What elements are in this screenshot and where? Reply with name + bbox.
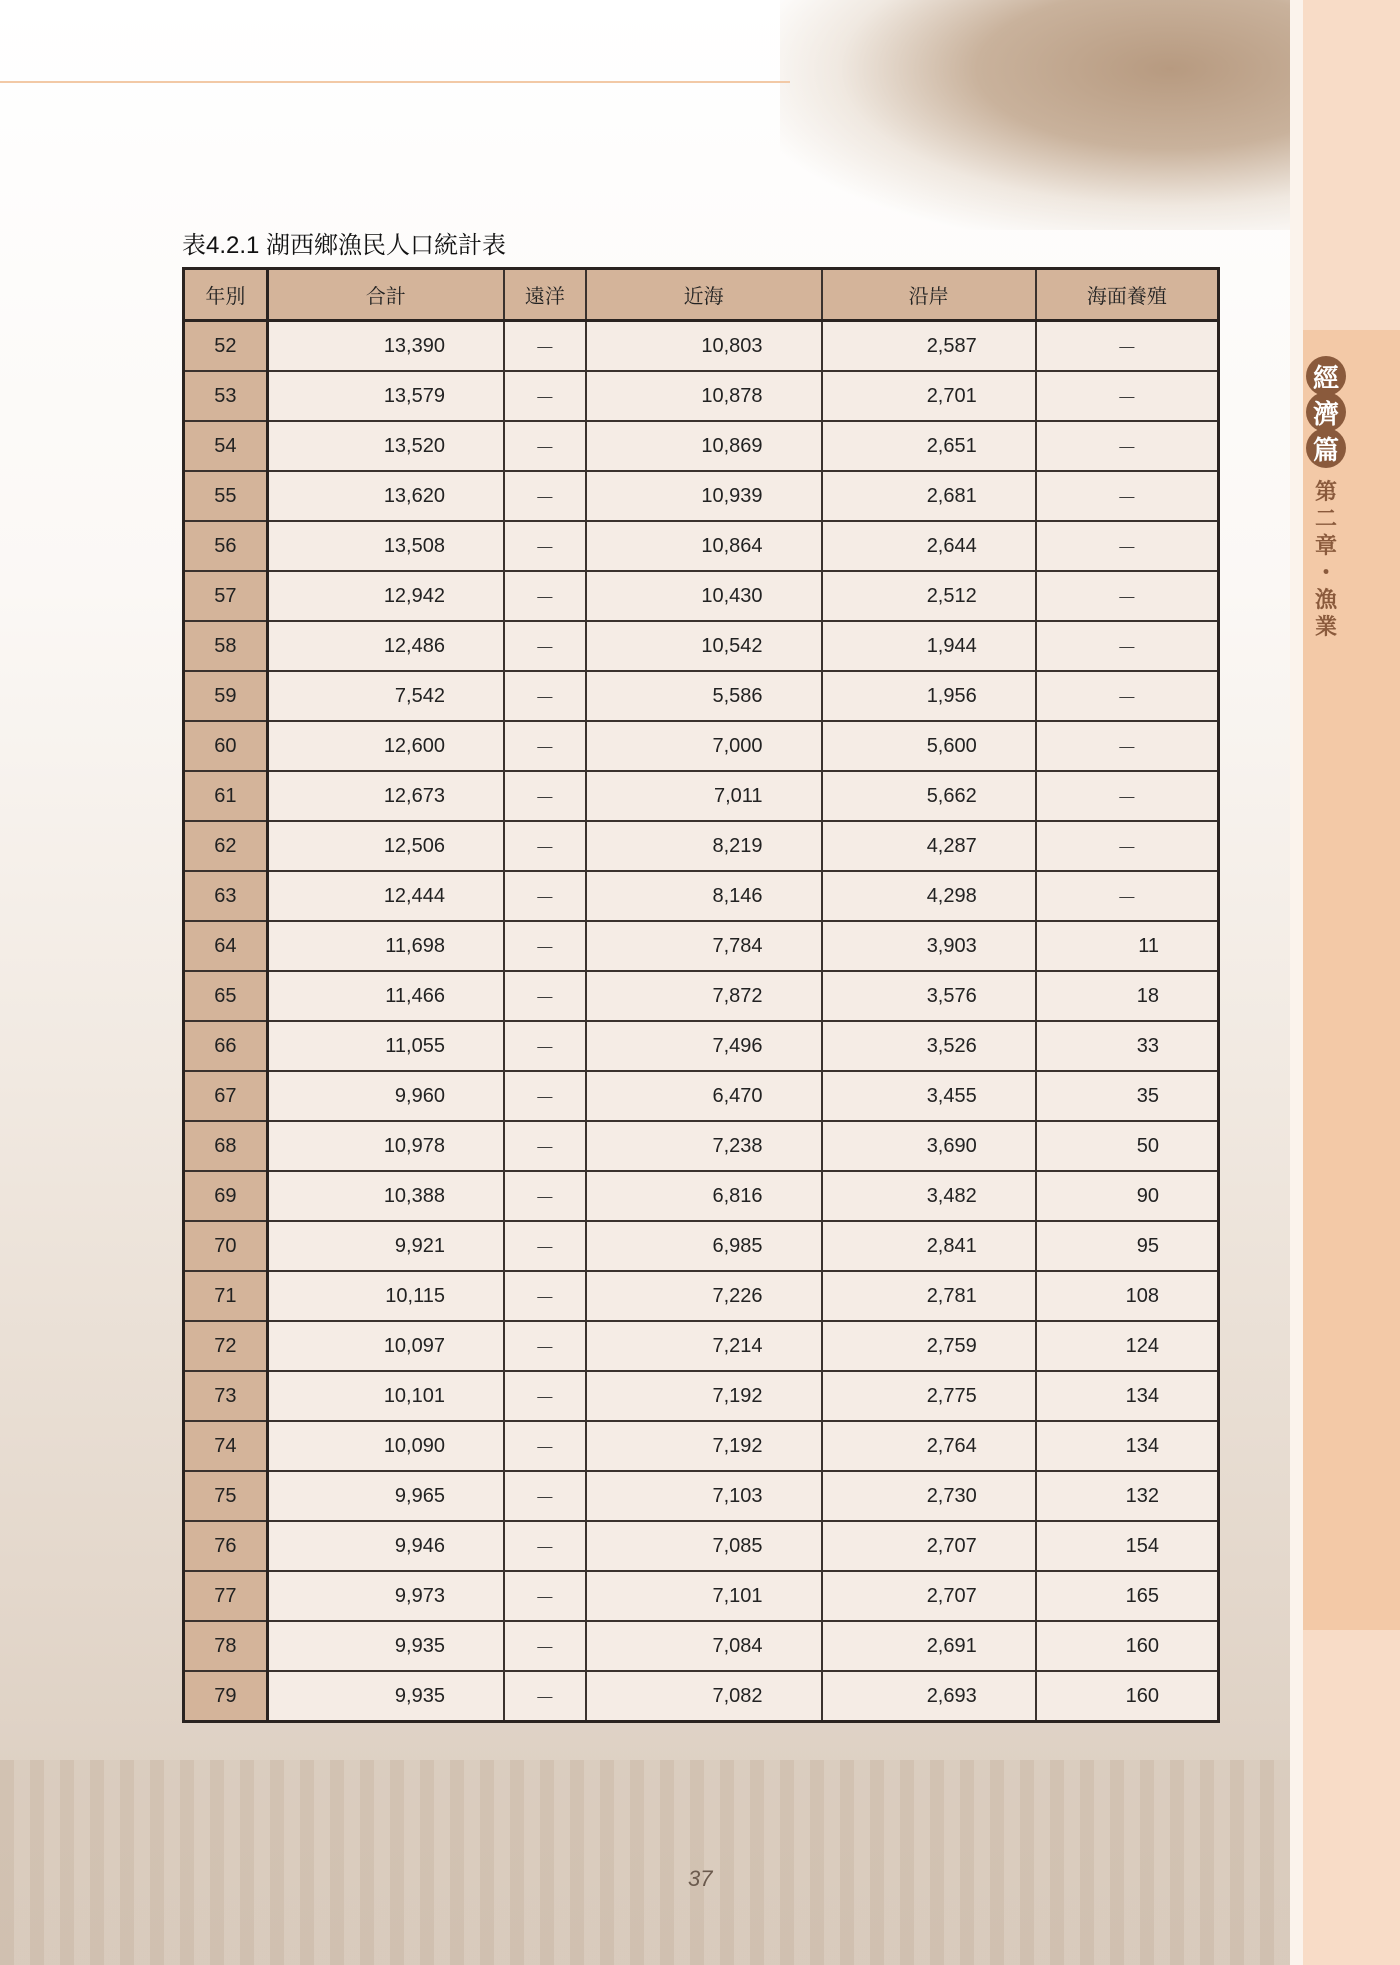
value-cell: － <box>1036 871 1219 921</box>
value-cell: 2,512 <box>822 571 1036 621</box>
value-cell: － <box>504 1021 586 1071</box>
value-cell: 5,600 <box>822 721 1036 771</box>
value-cell: 6,985 <box>586 1221 822 1271</box>
value-cell: 2,644 <box>822 521 1036 571</box>
value-cell: 2,707 <box>822 1521 1036 1571</box>
value-cell: 154 <box>1036 1521 1219 1571</box>
year-cell: 67 <box>184 1071 268 1121</box>
value-cell: 2,651 <box>822 421 1036 471</box>
value-cell: － <box>504 1371 586 1421</box>
value-cell: 7,872 <box>586 971 822 1021</box>
table-row <box>184 371 1219 421</box>
value-cell: 10,803 <box>586 321 822 372</box>
table-row <box>184 1421 1219 1471</box>
value-cell: － <box>504 1271 586 1321</box>
value-cell: － <box>504 1071 586 1121</box>
value-cell: － <box>504 1321 586 1371</box>
year-cell: 53 <box>184 371 268 421</box>
table-row <box>184 871 1219 921</box>
value-cell: 3,526 <box>822 1021 1036 1071</box>
value-cell: 10,101 <box>267 1371 504 1421</box>
value-cell: － <box>504 1171 586 1221</box>
value-cell: － <box>504 1621 586 1671</box>
value-cell: 2,759 <box>822 1321 1036 1371</box>
table-row <box>184 571 1219 621</box>
value-cell: － <box>1036 521 1219 571</box>
year-cell: 75 <box>184 1471 268 1521</box>
column-header: 合計 <box>267 269 504 321</box>
year-cell: 64 <box>184 921 268 971</box>
value-cell: 2,707 <box>822 1571 1036 1621</box>
value-cell: 2,587 <box>822 321 1036 372</box>
value-cell: 10,939 <box>586 471 822 521</box>
value-cell: 12,600 <box>267 721 504 771</box>
value-cell: 50 <box>1036 1121 1219 1171</box>
value-cell: 9,946 <box>267 1521 504 1571</box>
table-row <box>184 1221 1219 1271</box>
page-number: 37 <box>688 1866 713 1891</box>
value-cell: 2,730 <box>822 1471 1036 1521</box>
value-cell: － <box>1036 721 1219 771</box>
value-cell: 12,506 <box>267 821 504 871</box>
value-cell: 7,103 <box>586 1471 822 1521</box>
value-cell: － <box>504 521 586 571</box>
chapter-char: 章 <box>1314 533 1337 558</box>
value-cell: 5,586 <box>586 671 822 721</box>
chapter-char: 漁 <box>1314 587 1337 612</box>
value-cell: － <box>504 921 586 971</box>
value-cell: 11,698 <box>267 921 504 971</box>
value-cell: 13,520 <box>267 421 504 471</box>
table-row <box>184 1071 1219 1121</box>
table-row <box>184 921 1219 971</box>
value-cell: － <box>1036 671 1219 721</box>
value-cell: 9,935 <box>267 1671 504 1722</box>
year-cell: 63 <box>184 871 268 921</box>
value-cell: 3,455 <box>822 1071 1036 1121</box>
year-cell: 73 <box>184 1371 268 1421</box>
value-cell: 13,390 <box>267 321 504 372</box>
year-cell: 62 <box>184 821 268 871</box>
year-cell: 60 <box>184 721 268 771</box>
year-cell: 54 <box>184 421 268 471</box>
value-cell: 10,097 <box>267 1321 504 1371</box>
value-cell: 1,956 <box>822 671 1036 721</box>
value-cell: 160 <box>1036 1671 1219 1722</box>
value-cell: 134 <box>1036 1421 1219 1471</box>
value-cell: 13,620 <box>267 471 504 521</box>
column-header: 年別 <box>184 269 268 321</box>
header-rule <box>0 81 790 83</box>
chapter-label <box>1306 356 1346 640</box>
value-cell: － <box>1036 571 1219 621</box>
year-cell: 69 <box>184 1171 268 1221</box>
value-cell: 7,101 <box>586 1571 822 1621</box>
sidebar-gap <box>1290 0 1303 1965</box>
value-cell: 7,784 <box>586 921 822 971</box>
year-cell: 71 <box>184 1271 268 1321</box>
year-cell: 72 <box>184 1321 268 1371</box>
chapter-char: 二 <box>1314 506 1337 531</box>
value-cell: － <box>504 1521 586 1571</box>
value-cell: 108 <box>1036 1271 1219 1321</box>
table-row <box>184 821 1219 871</box>
value-cell: 9,973 <box>267 1571 504 1621</box>
value-cell: － <box>1036 621 1219 671</box>
table-row <box>184 1571 1219 1621</box>
value-cell: 2,701 <box>822 371 1036 421</box>
value-cell: － <box>504 1121 586 1171</box>
value-cell: 2,764 <box>822 1421 1036 1471</box>
table-row <box>184 1271 1219 1321</box>
value-cell: 3,576 <box>822 971 1036 1021</box>
year-cell: 57 <box>184 571 268 621</box>
value-cell: 8,219 <box>586 821 822 871</box>
value-cell: － <box>504 721 586 771</box>
value-cell: － <box>504 371 586 421</box>
table-title: 表4.2.1 湖西鄉漁民人口統計表 <box>182 232 507 259</box>
value-cell: 10,090 <box>267 1421 504 1471</box>
value-cell: 6,470 <box>586 1071 822 1121</box>
value-cell: 7,082 <box>586 1671 822 1722</box>
value-cell: 7,192 <box>586 1421 822 1471</box>
harbor-photo <box>780 0 1300 230</box>
table-row <box>184 1121 1219 1171</box>
value-cell: － <box>1036 421 1219 471</box>
value-cell: 35 <box>1036 1071 1219 1121</box>
value-cell: － <box>504 1471 586 1521</box>
value-cell: 10,978 <box>267 1121 504 1171</box>
column-header: 近海 <box>586 269 822 321</box>
table-row <box>184 671 1219 721</box>
value-cell: 7,214 <box>586 1321 822 1371</box>
value-cell: 9,965 <box>267 1471 504 1521</box>
value-cell: 9,935 <box>267 1621 504 1671</box>
column-header: 沿岸 <box>822 269 1036 321</box>
value-cell: 10,388 <box>267 1171 504 1221</box>
value-cell: － <box>1036 821 1219 871</box>
value-cell: 165 <box>1036 1571 1219 1621</box>
value-cell: 7,011 <box>586 771 822 821</box>
value-cell: － <box>504 971 586 1021</box>
table-row <box>184 1521 1219 1571</box>
table-row <box>184 521 1219 571</box>
value-cell: 1,944 <box>822 621 1036 671</box>
year-cell: 58 <box>184 621 268 671</box>
value-cell: 9,960 <box>267 1071 504 1121</box>
value-cell: 13,579 <box>267 371 504 421</box>
value-cell: － <box>504 1671 586 1722</box>
value-cell: 8,146 <box>586 871 822 921</box>
value-cell: － <box>504 871 586 921</box>
value-cell: 7,496 <box>586 1021 822 1071</box>
value-cell: 10,430 <box>586 571 822 621</box>
value-cell: 7,192 <box>586 1371 822 1421</box>
value-cell: 11,055 <box>267 1021 504 1071</box>
year-cell: 77 <box>184 1571 268 1621</box>
value-cell: － <box>1036 771 1219 821</box>
chapter-char: ・ <box>1314 560 1337 585</box>
value-cell: 4,298 <box>822 871 1036 921</box>
value-cell: 12,486 <box>267 621 504 671</box>
value-cell: － <box>504 421 586 471</box>
value-cell: 132 <box>1036 1471 1219 1521</box>
value-cell: － <box>504 771 586 821</box>
column-header: 海面養殖 <box>1036 269 1219 321</box>
value-cell: 4,287 <box>822 821 1036 871</box>
value-cell: 124 <box>1036 1321 1219 1371</box>
value-cell: － <box>504 821 586 871</box>
value-cell: 12,444 <box>267 871 504 921</box>
year-cell: 68 <box>184 1121 268 1171</box>
table-row <box>184 1471 1219 1521</box>
chapter-title <box>1314 478 1338 640</box>
value-cell: 2,681 <box>822 471 1036 521</box>
chapter-char: 業 <box>1314 614 1337 639</box>
value-cell: 7,085 <box>586 1521 822 1571</box>
value-cell: 2,841 <box>822 1221 1036 1271</box>
section-char: 濟 <box>1306 392 1346 432</box>
value-cell: － <box>504 471 586 521</box>
year-cell: 79 <box>184 1671 268 1722</box>
year-cell: 76 <box>184 1521 268 1571</box>
value-cell: 95 <box>1036 1221 1219 1271</box>
year-cell: 61 <box>184 771 268 821</box>
value-cell: 12,673 <box>267 771 504 821</box>
table-row <box>184 1371 1219 1421</box>
column-header: 遠洋 <box>504 269 586 321</box>
table-row <box>184 621 1219 671</box>
value-cell: 134 <box>1036 1371 1219 1421</box>
section-char: 篇 <box>1306 428 1346 468</box>
year-cell: 70 <box>184 1221 268 1271</box>
table-row <box>184 1671 1219 1722</box>
value-cell: － <box>504 621 586 671</box>
value-cell: 11 <box>1036 921 1219 971</box>
value-cell: 12,942 <box>267 571 504 621</box>
value-cell: 90 <box>1036 1171 1219 1221</box>
year-cell: 74 <box>184 1421 268 1471</box>
table-row <box>184 471 1219 521</box>
value-cell: － <box>504 1221 586 1271</box>
value-cell: 18 <box>1036 971 1219 1021</box>
value-cell: 7,226 <box>586 1271 822 1321</box>
value-cell: － <box>504 1421 586 1471</box>
value-cell: 10,869 <box>586 421 822 471</box>
year-cell: 78 <box>184 1621 268 1671</box>
table-row <box>184 1321 1219 1371</box>
value-cell: 2,775 <box>822 1371 1036 1421</box>
value-cell: 10,115 <box>267 1271 504 1321</box>
table-row <box>184 1171 1219 1221</box>
value-cell: 11,466 <box>267 971 504 1021</box>
value-cell: 7,084 <box>586 1621 822 1671</box>
chapter-char: 第 <box>1314 479 1337 504</box>
value-cell: － <box>504 671 586 721</box>
year-cell: 59 <box>184 671 268 721</box>
table-row <box>184 1021 1219 1071</box>
value-cell: － <box>1036 471 1219 521</box>
year-cell: 66 <box>184 1021 268 1071</box>
value-cell: 5,662 <box>822 771 1036 821</box>
year-cell: 55 <box>184 471 268 521</box>
value-cell: 10,542 <box>586 621 822 671</box>
value-cell: 13,508 <box>267 521 504 571</box>
value-cell: 3,690 <box>822 1121 1036 1171</box>
year-cell: 65 <box>184 971 268 1021</box>
value-cell: 33 <box>1036 1021 1219 1071</box>
section-char: 經 <box>1306 356 1346 396</box>
table-row <box>184 971 1219 1021</box>
value-cell: 9,921 <box>267 1221 504 1271</box>
value-cell: 160 <box>1036 1621 1219 1671</box>
year-cell: 52 <box>184 321 268 372</box>
value-cell: 2,693 <box>822 1671 1036 1722</box>
value-cell: － <box>504 321 586 372</box>
table-row <box>184 1621 1219 1671</box>
value-cell: 2,691 <box>822 1621 1036 1671</box>
table-row <box>184 421 1219 471</box>
value-cell: 7,000 <box>586 721 822 771</box>
value-cell: 7,238 <box>586 1121 822 1171</box>
value-cell: － <box>1036 321 1219 372</box>
table-row <box>184 771 1219 821</box>
value-cell: 2,781 <box>822 1271 1036 1321</box>
value-cell: 7,542 <box>267 671 504 721</box>
table-header-row <box>184 269 1219 321</box>
value-cell: 6,816 <box>586 1171 822 1221</box>
value-cell: － <box>1036 371 1219 421</box>
value-cell: 10,864 <box>586 521 822 571</box>
fishermen-population-table <box>182 267 1220 1723</box>
value-cell: 3,482 <box>822 1171 1036 1221</box>
table-row <box>184 721 1219 771</box>
year-cell: 56 <box>184 521 268 571</box>
value-cell: 3,903 <box>822 921 1036 971</box>
value-cell: － <box>504 1571 586 1621</box>
value-cell: 10,878 <box>586 371 822 421</box>
table-row <box>184 321 1219 372</box>
background-photo <box>0 1760 1300 1965</box>
value-cell: － <box>504 571 586 621</box>
